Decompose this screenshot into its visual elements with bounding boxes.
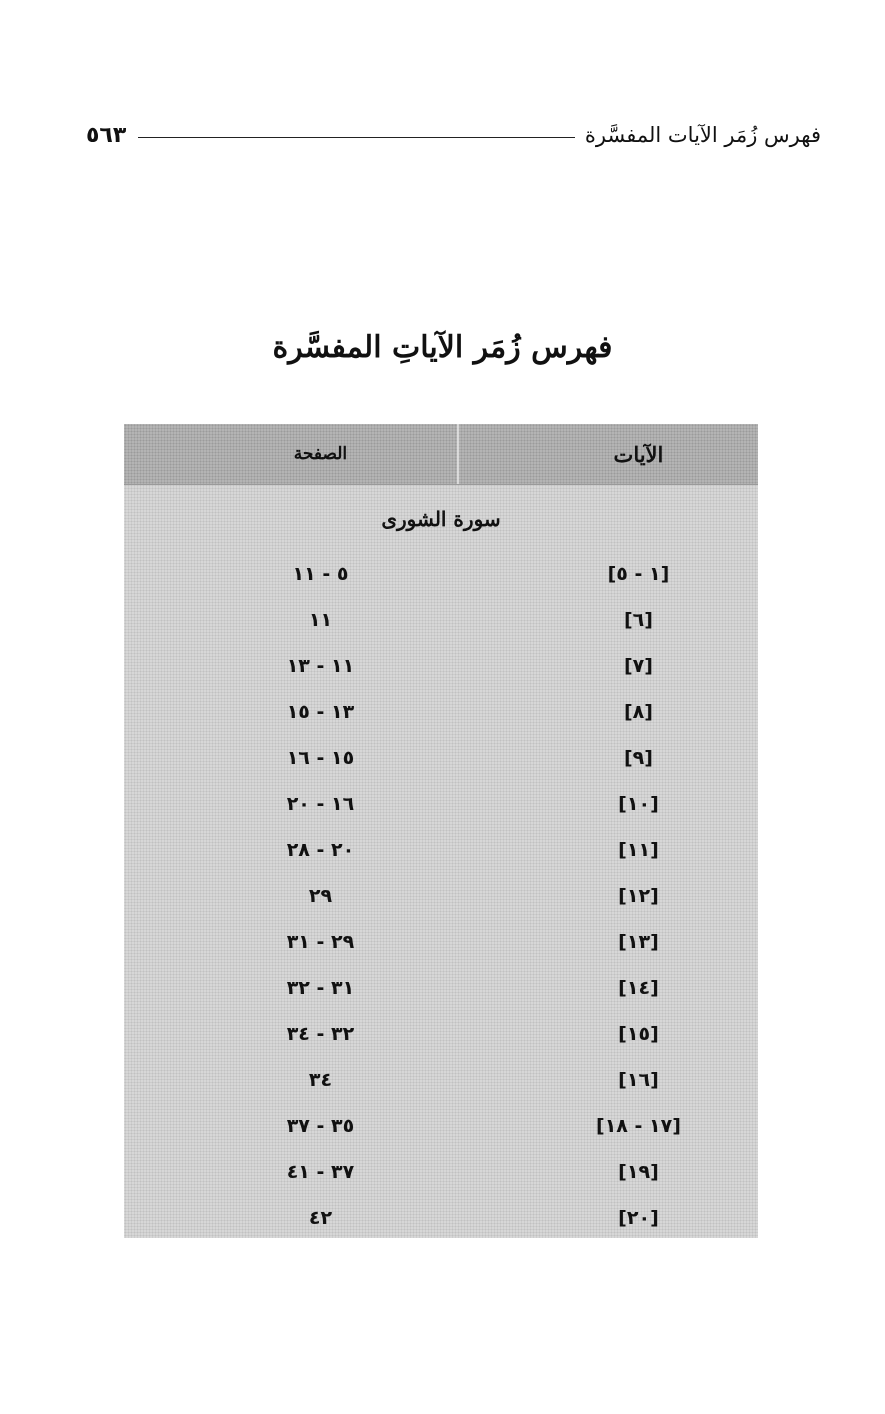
table-row	[124, 551, 758, 597]
table-row	[124, 965, 758, 1011]
column-header-verses: الآيات	[613, 441, 664, 467]
verse-range: [٢٠]	[618, 1207, 659, 1229]
table-row	[124, 643, 758, 689]
table-row	[124, 919, 758, 965]
header-divider	[457, 424, 459, 484]
page-range: ١١	[308, 609, 333, 631]
page-range: ٣٤	[308, 1069, 333, 1091]
verse-range: [١٤]	[618, 977, 659, 999]
page-number: ٥٦٣	[86, 122, 127, 148]
table-row	[124, 689, 758, 735]
verse-range: [١٩]	[618, 1161, 659, 1183]
header-rule	[138, 137, 575, 138]
verse-range: [١٢]	[618, 885, 659, 907]
page-range: ٣٧ - ٤١	[286, 1161, 355, 1183]
running-header	[86, 118, 821, 152]
verse-range: [٦]	[623, 609, 653, 631]
page-range: ٣٢ - ٣٤	[286, 1023, 355, 1045]
verse-range: [١٦]	[618, 1069, 659, 1091]
running-header-title: فهرس زُمَر الآيات المفسَّرة	[584, 123, 821, 147]
page-range: ٢٩	[308, 885, 333, 907]
page-range: ٢٩ - ٣١	[286, 931, 355, 953]
verse-range: [١ - ٥]	[607, 563, 670, 585]
verse-range: [٩]	[623, 747, 653, 769]
table-row	[124, 781, 758, 827]
index-title: فهرس زُمَر الآياتِ المفسَّرة	[272, 330, 613, 365]
table-row	[124, 1195, 758, 1241]
page-range: ١١ - ١٣	[286, 655, 355, 677]
table-row	[124, 1057, 758, 1103]
table-row	[124, 1011, 758, 1057]
verse-range: [١٣]	[618, 931, 659, 953]
page-range: ٣٥ - ٣٧	[286, 1115, 355, 1137]
table-header	[124, 424, 758, 485]
surah-section-title: سورة الشورى	[381, 507, 501, 531]
verse-range: [٧]	[623, 655, 653, 677]
page-range: ١٥ - ١٦	[286, 747, 355, 769]
page-range: ١٦ - ٢٠	[286, 793, 355, 815]
page-range: ٥ - ١١	[292, 563, 349, 585]
table-row	[124, 1103, 758, 1149]
page-range: ١٣ - ١٥	[286, 701, 355, 723]
index-table	[124, 424, 758, 1238]
verse-range: [١٠]	[618, 793, 659, 815]
column-header-pages: الصفحة	[293, 444, 348, 464]
verse-range: [١١]	[618, 839, 659, 861]
index-rows	[124, 551, 758, 1241]
table-row	[124, 827, 758, 873]
verse-range: [٨]	[623, 701, 653, 723]
page-range: ٤٢	[308, 1207, 333, 1229]
table-row	[124, 1149, 758, 1195]
verse-range: [١٥]	[618, 1023, 659, 1045]
page-range: ٣١ - ٣٢	[286, 977, 355, 999]
table-row	[124, 873, 758, 919]
table-row	[124, 597, 758, 643]
page-range: ٢٠ - ٢٨	[286, 839, 355, 861]
table-row	[124, 735, 758, 781]
verse-range: [١٧ - ١٨]	[596, 1115, 681, 1137]
